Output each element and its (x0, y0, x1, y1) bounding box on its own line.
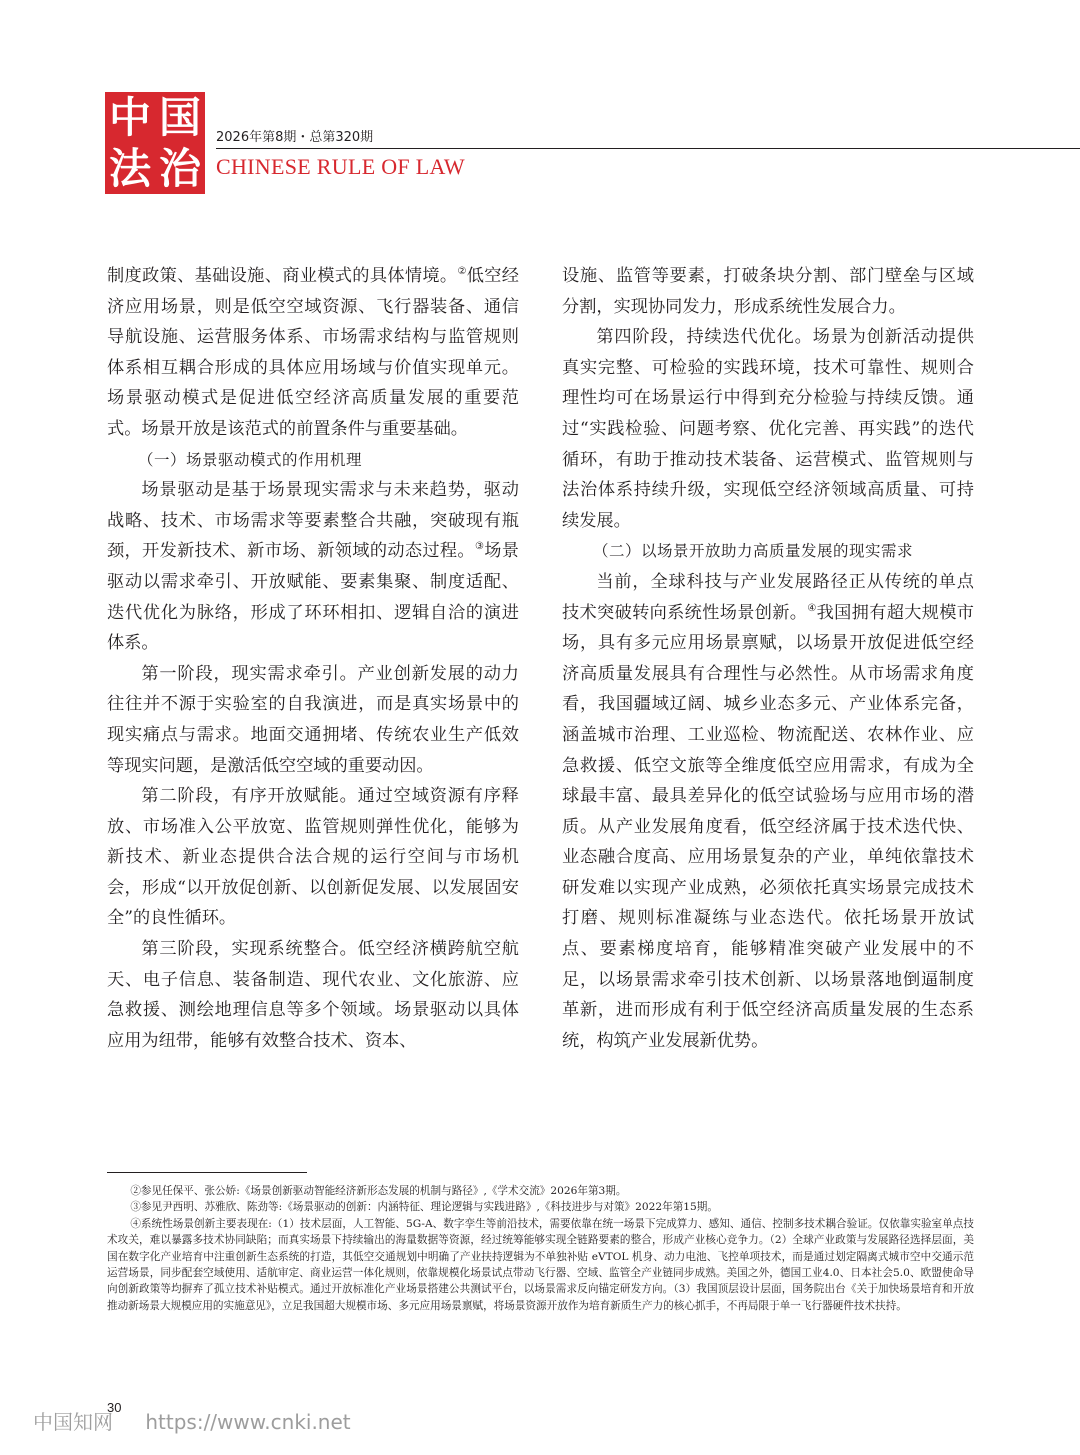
logo-char: 治 (158, 143, 201, 193)
section-heading: （一）场景驱动模式的作用机理 (138, 450, 363, 469)
footnote-ref[interactable]: ④ (807, 602, 817, 614)
logo-char: 法 (108, 143, 151, 193)
paragraph: 第三阶段，实现系统整合。低空经济横跨航空航天、电子信息、装备制造、现代农业、文化旅游、应急救援、测绘地理信息等多个领域。场景驱动以具体应用为纽带，能够有效整合技术、资本、 (107, 939, 519, 1051)
paragraph: 制度政策、基础设施、商业模式的具体情境。②低空经济应用场景，则是低空空域资源、飞行器装备、通信导航设施、运营服务体系、市场需求结构与监管规则体系相互耦合形成的具体应用场域与价值实现单元。场景驱动模式是促进低空经济高质量发展的重要范式。场景开放是该范式的前置条件与重要基础。 (107, 266, 519, 439)
paragraph: 场景驱动是基于场景现实需求与未来趋势，驱动战略、技术、市场需求等要素整合共融，突破现有瓶颈，开发新技术、新市场、新领域的动态过程。③场景驱动以需求牵引、开放赋能、要素集聚、制度适配、迭代优化为脉络，形成了环环相扣、逻辑自洽的演进体系。 (107, 480, 519, 654)
journal-logo (105, 92, 205, 194)
paragraph: 第二阶段，有序开放赋能。通过空域资源有序释放、市场准入公平放宽、监管规则弹性优化，能够为新技术、新业态提供合法合规的运行空间与市场机会，形成“以开放促创新、以创新促发展、以发展固安全”的良性循环。 (107, 786, 519, 929)
right-column (562, 261, 974, 1056)
footnote-divider (107, 1172, 307, 1173)
watermark-url[interactable]: https://www.cnki.net (145, 1410, 351, 1434)
paragraph: 第四阶段，持续迭代优化。场景为创新活动提供真实完整、可检验的实践环境，技术可靠性、规则合理性均可在场景运行中得到充分检验与持续反馈。通过“实践检验、问题考察、优化完善、再实践”的迭代循环，有助于推动技术装备、运营模式、监管规则与法治体系持续升级，实现低空经济领域高质量、可持续发展。 (562, 327, 974, 531)
section-heading: （二）以场景开放助力高质量发展的现实需求 (593, 542, 914, 561)
logo-char: 国 (158, 92, 201, 142)
cnki-watermark (33, 1406, 351, 1435)
footnote-4: ④系统性场景创新主要表现在:（1）技术层面，人工智能、5G-A、数字孪生等前沿技术，需要依靠在统一场景下完成算力、感知、通信、控制多技术耦合验证。仅依靠实验室单点技术攻关，难以暴露多技术协同缺陷；而真实场景下持续输出的海量数据等资源，经过统筹能够实现全链路要素的整合，形成产业核心竞争力。（2）全球产业政策与发展路径选择层面，美国在数字化产业培育中注重创新生态系统的打造，其低空交通规划中明确了产业扶持逻辑为不单独补贴 eVTOL 机身、动力电池、飞控单项技术，而是通过划定隔离式城市空中交通示范运营场景，同步配套空域使用、适航审定、商业运营一体化规则，依靠规模化场景试点带动飞行器、空域、监管全产业链同步成熟。美国之外，德国工业4.0、日本社会5.0、欧盟使命导向创新政策等均摒弃了孤立技术补贴模式。通过开放标准化产业场景搭建公共测试平台，以场景需求反向锚定研发方向。（3）我国顶层设计层面，国务院出台《关于加快场景培育和开放推动新场景大规模应用的实施意见》，立足我国超大规模市场、多元应用场景禀赋，将场景资源开放作为培育新质生产力的核心抓手，不再局限于单一飞行器硬件技术扶持。 (107, 1217, 974, 1312)
paragraph: 第一阶段，现实需求牵引。产业创新发展的动力往往并不源于实验室的自我演进，而是真实场景中的现实痛点与需求。地面交通拥堵、传统农业生产低效等现实问题，是激活低空空域的重要动因。 (107, 663, 519, 776)
footnote-2: ②参见任保平、张公娇:《场景创新驱动智能经济新形态发展的机制与路径》,《学术交流》2026年第3期。 (130, 1185, 627, 1197)
page-number: 30 (107, 1400, 122, 1415)
paragraph: 当前，全球科技与产业发展路径正从传统的单点技术突破转向系统性场景创新。④我国拥有超大规模市场，具有多元应用场景禀赋，以场景开放促进低空经济高质量发展具有合理性与必然性。从市场需求角度看，我国疆域辽阔、城乡业态多元、产业体系完备，涵盖城市治理、工业巡检、物流配送、农林作业、应急救援、低空文旅等全维度低空应用需求，有成为全球最丰富、最具差异化的低空试验场与应用市场的潜质。从产业发展角度看，低空经济属于技术迭代快、业态融合度高、应用场景复杂的产业，单纯依靠技术研发难以实现产业成熟，必须依托真实场景完成技术打磨、规则标准凝练与业态迭代。依托场景开放试点、要素梯度培育，能够精准突破产业发展中的不足，以场景需求牵引技术创新、以场景落地倒逼制度革新，进而形成有利于低空经济高质量发展的生态系统，构筑产业发展新优势。 (562, 571, 974, 1051)
logo-char: 中 (108, 92, 151, 142)
watermark-name: 中国知网 (33, 1410, 113, 1434)
paragraph: 设施、监管等要素，打破条块分割、部门壁垒与区域分割，实现协同发力，形成系统性发展合力。 (562, 266, 974, 317)
footnote-3: ③参见尹西明、苏雅欣、陈劲等:《场景驱动的创新：内涵特征、理论逻辑与实践进路》,《科技进步与对策》2022年第15期。 (130, 1201, 718, 1214)
journal-title-en: CHINESE RULE OF LAW (216, 154, 465, 179)
issue-number: 2026年第8期・总第320期 (216, 130, 374, 145)
left-column (107, 261, 519, 1056)
footnotes (107, 1183, 974, 1314)
footnote-ref[interactable]: ③ (474, 541, 485, 553)
header-divider (216, 148, 1080, 149)
footnote-ref[interactable]: ② (457, 266, 467, 277)
